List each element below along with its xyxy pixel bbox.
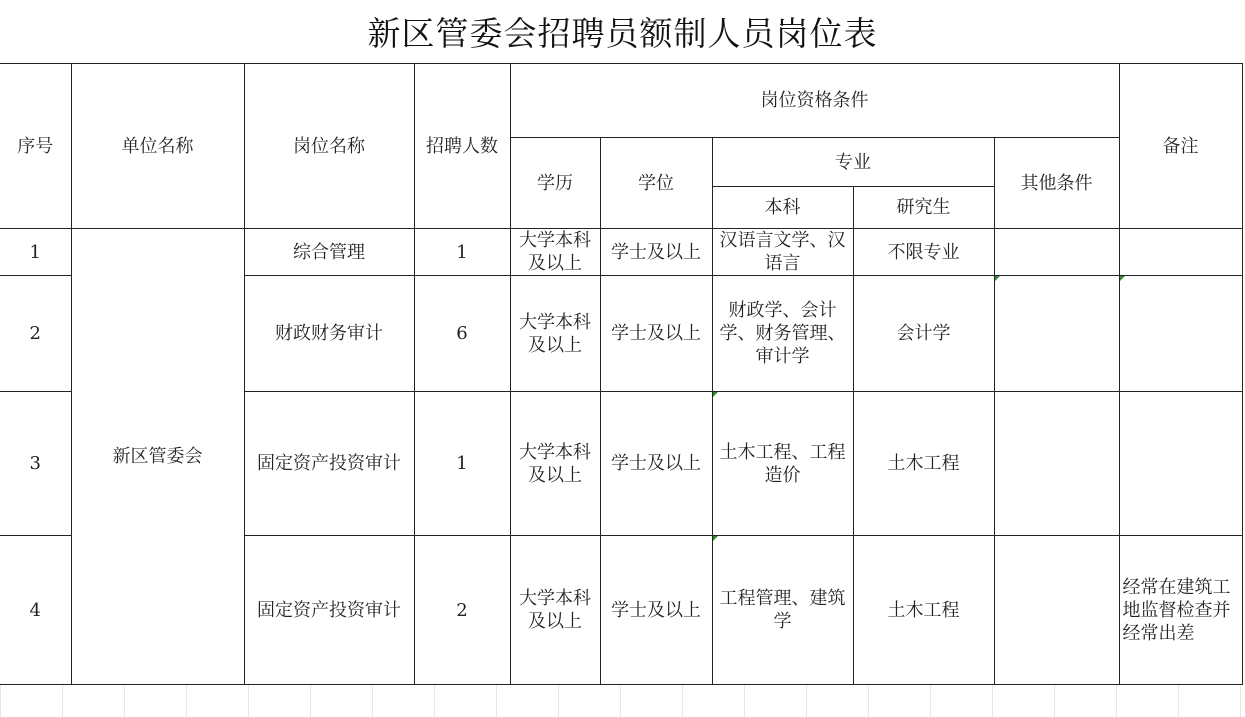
header-major[interactable]: 专业 — [712, 138, 994, 187]
cell-count[interactable]: 1 — [414, 392, 510, 536]
header-row-1 — [0, 64, 1242, 138]
cell-remarks[interactable] — [1119, 229, 1242, 276]
cell-seq[interactable]: 1 — [0, 229, 71, 276]
cell-position[interactable]: 综合管理 — [244, 229, 414, 276]
header-degree[interactable]: 学位 — [600, 138, 712, 229]
cell-count[interactable]: 2 — [414, 536, 510, 685]
table-row — [0, 229, 1242, 276]
header-count[interactable]: 招聘人数 — [414, 64, 510, 229]
cell-degree[interactable]: 学士及以上 — [600, 229, 712, 276]
header-graduate[interactable]: 研究生 — [853, 187, 994, 229]
header-seq[interactable]: 序号 — [0, 64, 71, 229]
cell-graduate[interactable]: 土木工程 — [853, 392, 994, 536]
cell-education[interactable]: 大学本科及以上 — [510, 229, 600, 276]
cell-position[interactable]: 固定资产投资审计 — [244, 392, 414, 536]
cell-undergrad[interactable]: 土木工程、工程造价 — [712, 392, 853, 536]
header-remarks[interactable]: 备注 — [1119, 64, 1242, 229]
cell-seq[interactable]: 2 — [0, 276, 71, 392]
cell-degree[interactable]: 学士及以上 — [600, 536, 712, 685]
cell-count[interactable]: 1 — [414, 229, 510, 276]
header-other[interactable]: 其他条件 — [994, 138, 1119, 229]
cell-remarks[interactable] — [1119, 392, 1242, 536]
page-title: 新区管委会招聘员额制人员岗位表 — [367, 13, 878, 53]
sheet-gridlines — [0, 685, 1245, 717]
cell-other[interactable] — [994, 229, 1119, 276]
cell-count[interactable]: 6 — [414, 276, 510, 392]
cell-graduate[interactable]: 不限专业 — [853, 229, 994, 276]
cell-other[interactable] — [994, 276, 1119, 392]
cell-degree[interactable]: 学士及以上 — [600, 276, 712, 392]
header-undergrad[interactable]: 本科 — [712, 187, 853, 229]
cell-undergrad[interactable]: 工程管理、建筑学 — [712, 536, 853, 685]
cell-seq[interactable]: 3 — [0, 392, 71, 536]
cell-position[interactable]: 固定资产投资审计 — [244, 536, 414, 685]
cell-education[interactable]: 大学本科及以上 — [510, 536, 600, 685]
cell-unit-name[interactable]: 新区管委会 — [71, 229, 244, 685]
cell-other[interactable] — [994, 392, 1119, 536]
cell-education[interactable]: 大学本科及以上 — [510, 392, 600, 536]
cell-position[interactable]: 财政财务审计 — [244, 276, 414, 392]
cell-seq[interactable]: 4 — [0, 536, 71, 685]
cell-remarks[interactable]: 经常在建筑工地监督检查并经常出差 — [1119, 536, 1242, 685]
cell-undergrad[interactable]: 汉语言文学、汉语言 — [712, 229, 853, 276]
header-qualification[interactable]: 岗位资格条件 — [510, 64, 1119, 138]
cell-education[interactable]: 大学本科及以上 — [510, 276, 600, 392]
header-position[interactable]: 岗位名称 — [244, 64, 414, 229]
header-unit[interactable]: 单位名称 — [71, 64, 244, 229]
cell-graduate[interactable]: 土木工程 — [853, 536, 994, 685]
cell-degree[interactable]: 学士及以上 — [600, 392, 712, 536]
positions-table — [0, 63, 1243, 685]
header-education[interactable]: 学历 — [510, 138, 600, 229]
cell-other[interactable] — [994, 536, 1119, 685]
cell-graduate[interactable]: 会计学 — [853, 276, 994, 392]
cell-undergrad[interactable]: 财政学、会计学、财务管理、审计学 — [712, 276, 853, 392]
cell-remarks[interactable] — [1119, 276, 1242, 392]
